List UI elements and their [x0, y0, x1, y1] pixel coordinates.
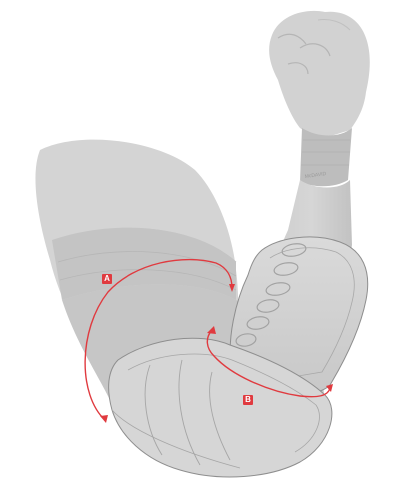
wrist-cuff [300, 128, 352, 186]
fist [269, 11, 370, 140]
sleeve-brand-mark: McDAVID [304, 171, 327, 180]
measurement-marker-a: A [102, 274, 112, 284]
measurement-marker-b: B [243, 395, 253, 405]
